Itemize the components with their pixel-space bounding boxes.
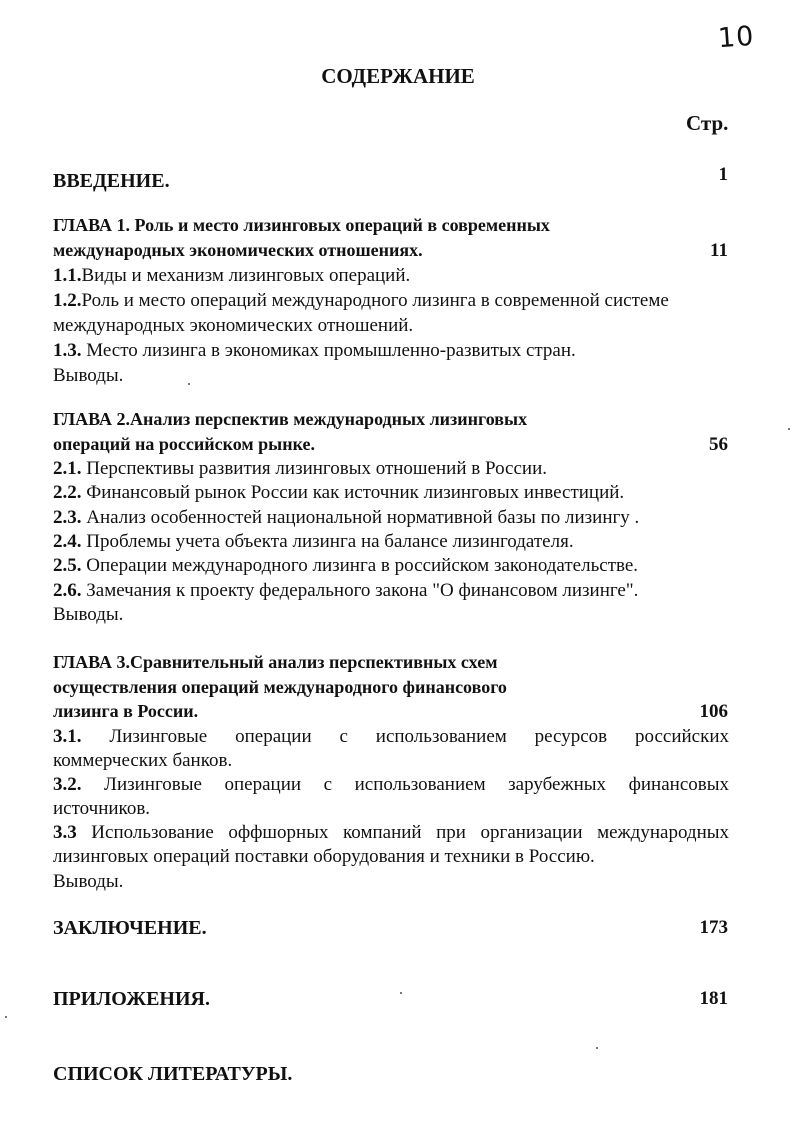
toc-intro-page: 1 (718, 164, 728, 185)
toc-item-number: 2.3. (53, 507, 82, 528)
toc-item-text: Виды и механизм лизинговых операций. (81, 265, 411, 286)
chapter1-conclusion: Выводы. (53, 365, 124, 386)
chapter3-heading-line2: осуществления операций международного финансового (53, 677, 507, 697)
handwritten-page-number: 10 (716, 20, 756, 55)
toc-item (53, 580, 638, 602)
toc-item-number: 3.2. (53, 774, 82, 795)
toc-references-label: СПИСОК ЛИТЕРАТУРЫ. (53, 1063, 293, 1085)
chapter3-heading-line1: ГЛАВА 3.Сравнительный анализ перспективных схем (53, 652, 498, 672)
toc-item (53, 555, 638, 577)
toc-conclusion-page: 173 (699, 917, 728, 938)
toc-appendix-label: ПРИЛОЖЕНИЯ. (53, 988, 210, 1010)
chapter1-heading-line1: ГЛАВА 1. Роль и место лизинговых операций в современных (53, 215, 550, 235)
toc-item-number: 2.5. (53, 555, 82, 576)
toc-item-text: Операции международного лизинга в российском законодательстве. (81, 555, 639, 576)
toc-conclusion-label: ЗАКЛЮЧЕНИЕ. (53, 917, 207, 939)
toc-item-text: Лизинговые операции с использованием зарубежных финансовых (81, 774, 729, 795)
toc-item (53, 290, 669, 312)
scan-speck (788, 428, 790, 430)
scan-speck (5, 1016, 7, 1018)
chapter3-heading-line3: лизинга в России. (53, 701, 199, 721)
toc-item-number: 2.6. (53, 580, 82, 601)
toc-item-text: Лизинговые операции с использованием ресурсов российских (81, 726, 729, 747)
chapter2-page: 56 (709, 434, 728, 455)
chapter2-heading-line2: операций на российском рынке. (53, 434, 315, 454)
toc-appendix-page: 181 (699, 988, 728, 1009)
toc-item (53, 531, 574, 553)
chapter1-page: 11 (710, 240, 728, 261)
toc-item-text: Проблемы учета объекта лизинга на балансе лизингодателя. (81, 531, 574, 552)
scan-speck (596, 1047, 598, 1049)
scan-speck (400, 992, 402, 994)
chapter1-heading-line2: международных экономических отношениях. (53, 240, 423, 260)
toc-item (53, 265, 410, 287)
chapter3-page: 106 (699, 701, 728, 722)
toc-item-text: Финансовый рынок России как источник лизинговых инвестиций. (81, 482, 625, 503)
chapter2-heading-line1: ГЛАВА 2.Анализ перспектив международных лизинговых (53, 409, 528, 429)
toc-item-number: 1.2. (53, 290, 82, 311)
toc-item-text: Роль и место операций международного лизинга в современной системе (81, 290, 669, 311)
toc-item (53, 507, 639, 529)
toc-item-number: 2.2. (53, 482, 82, 503)
toc-item (53, 340, 576, 362)
toc-item-text: Замечания к проекту федерального закона "О финансовом лизинге". (81, 580, 639, 601)
toc-item-number: 1.3. (53, 340, 82, 361)
chapter2-conclusion: Выводы. (53, 604, 124, 625)
toc-item-text: Анализ особенностей национальной нормативной базы по лизингу . (81, 507, 640, 528)
toc-item-continuation: источников. (53, 798, 151, 819)
toc-item (53, 726, 729, 748)
page-column-label: Стр. (686, 111, 729, 135)
page-title: СОДЕРЖАНИЕ (321, 64, 475, 88)
toc-item (53, 482, 624, 504)
toc-item-text: Перспективы развития лизинговых отношений в России. (81, 458, 547, 479)
toc-item (53, 458, 547, 480)
toc-item-number: 3.3 (53, 822, 77, 843)
toc-item-number: 2.4. (53, 531, 82, 552)
chapter3-conclusion: Выводы. (53, 871, 124, 892)
toc-item-continuation: коммерческих банков. (53, 750, 233, 771)
scan-speck (188, 383, 190, 385)
toc-item-number: 2.1. (53, 458, 82, 479)
toc-item (53, 822, 729, 844)
toc-item-continuation: лизинговых операций поставки оборудования и техники в Россию. (53, 846, 595, 867)
toc-item-continuation: международных экономических отношений. (53, 315, 414, 336)
toc-item-text: Место лизинга в экономиках промышленно-развитых стран. (81, 340, 576, 361)
toc-item-number: 1.1. (53, 265, 82, 286)
toc-item-number: 3.1. (53, 726, 82, 747)
toc-item-text: Использование оффшорных компаний при организации международных (76, 822, 729, 843)
toc-item (53, 774, 729, 796)
toc-intro-label: ВВЕДЕНИЕ. (53, 170, 170, 192)
